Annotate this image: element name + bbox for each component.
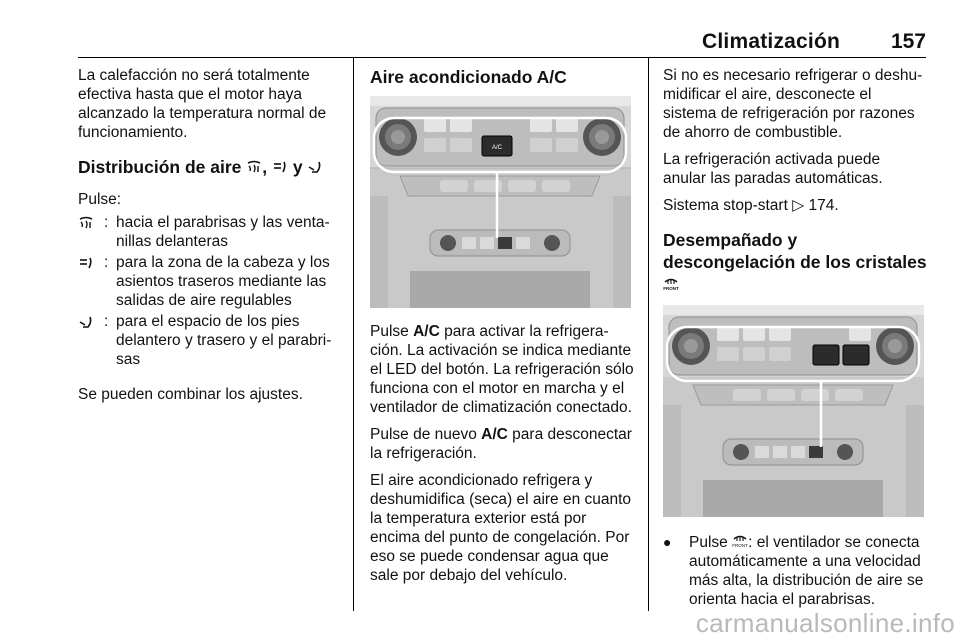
ac-activate-paragraph: Pulse A/C para activar la refrigeración. La activación se indica mediante el LED del botón. La refrigeración sólo funciona con el motor en marcha y el ventilador de climatización conectado. xyxy=(370,323,634,416)
ac-label: A/C xyxy=(481,426,508,443)
air-distribution-list xyxy=(78,213,340,369)
head-airflow-icon xyxy=(272,160,288,174)
ac-deactivate-paragraph: Pulse de nuevo A/C para desconectar la refrigeración. xyxy=(370,426,632,462)
press-label: Pulse: xyxy=(78,191,122,208)
defrost-button-highlight xyxy=(813,345,839,365)
autostop-paragraph: La refrigeración activada puede anular las paradas automáticas. xyxy=(663,151,883,187)
front-defrost-icon xyxy=(732,534,748,548)
demist-defrost-heading: Desempañado y descongelación de los cristales FRONT xyxy=(663,230,927,291)
page-reference-link[interactable]: 174. xyxy=(808,197,839,214)
page-number: 157 xyxy=(890,30,926,53)
column-2 xyxy=(370,66,634,593)
front-defrost-icon xyxy=(663,277,679,291)
column-divider-1 xyxy=(353,58,354,611)
air-distribution-heading: Distribución de aire , y xyxy=(78,156,340,178)
head-airflow-icon xyxy=(78,256,94,270)
column-3 xyxy=(663,66,927,609)
svg-text:FRONT: FRONT xyxy=(732,543,748,548)
header-rule xyxy=(78,57,926,58)
fuel-saving-paragraph: Si no es necesario refrigerar o deshumidificar el aire, desconecte el sistema de refrigeración por razones de ahorro de combustible. xyxy=(663,67,923,141)
defrost-bullet-item: ● Pulse FRONT : el ventilador se conecta automáticamente a una velocidad más alta, la distribución de aire se orienta hacia el parabrisas. xyxy=(663,534,924,608)
list-item: : hacia el parabrisas y las ventanillas delanteras xyxy=(78,213,340,251)
bullet-dot: ● xyxy=(663,534,672,550)
ac-dehumidify-paragraph: El aire acondicionado refrigera y deshumidifica (seca) el aire en cuanto la temperatura exterior está por encima del punto de congelación. Por eso se puede condensar agua que sale por debajo del vehículo. xyxy=(370,472,632,584)
ac-label: A/C xyxy=(413,323,440,340)
combine-settings-note: Se pueden combinar los ajustes. xyxy=(78,386,303,403)
ac-heading: Aire acondicionado A/C xyxy=(370,67,567,87)
column-1 xyxy=(78,66,340,412)
svg-text:FRONT: FRONT xyxy=(663,286,679,291)
running-header-title: Climatización xyxy=(702,30,840,53)
defrost-control-panel-photo xyxy=(663,305,924,517)
column-divider-2 xyxy=(648,58,649,611)
page-reference-arrow-icon: ▷ xyxy=(792,197,805,214)
windscreen-airflow-icon xyxy=(78,216,94,230)
list-item: : para la zona de la cabeza y los asientos traseros mediante las salidas de aire regulables xyxy=(78,253,340,310)
ac-button-label: A/C xyxy=(491,145,503,151)
footwell-airflow-icon xyxy=(307,160,323,174)
watermark: carmanualsonline.info xyxy=(695,608,955,638)
list-item: : para el espacio de los pies delantero y trasero y el parabrisas xyxy=(78,312,340,369)
stop-start-reference: Sistema stop-start ▷ 174. xyxy=(663,197,839,214)
ac-control-panel-photo xyxy=(370,96,631,308)
footwell-airflow-icon xyxy=(78,315,94,329)
intro-paragraph: La calefacción no será totalmente efectiva hasta que el motor haya alcanzado la temperatura normal de funcionamiento. xyxy=(78,67,327,141)
windscreen-airflow-icon xyxy=(246,160,262,174)
